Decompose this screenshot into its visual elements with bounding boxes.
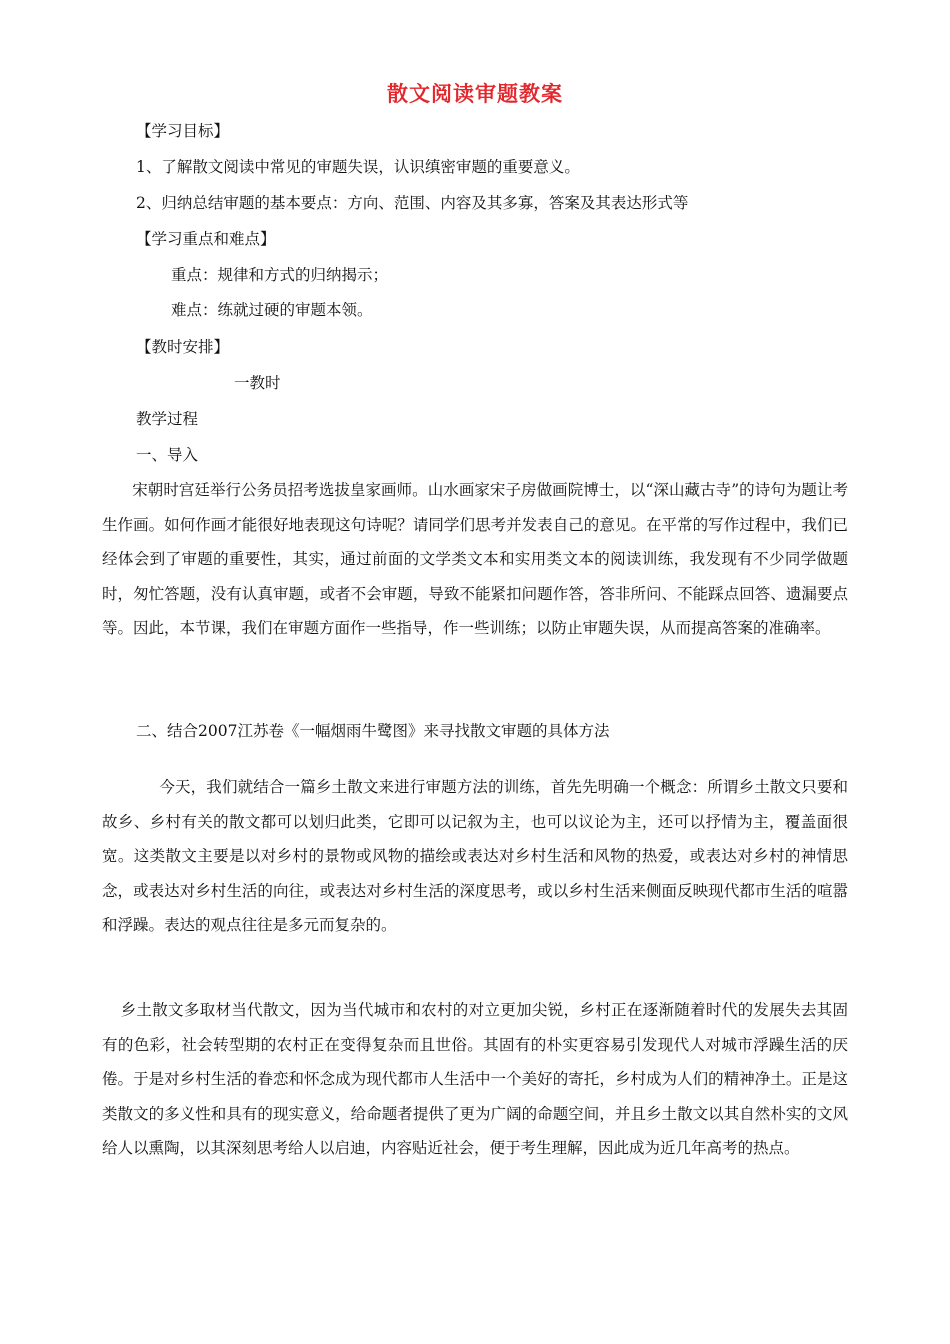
schedule-value: 一教时 bbox=[234, 374, 281, 392]
part2-paragraph-1 bbox=[102, 770, 848, 943]
goal-item-2: 2、归纳总结审题的基本要点：方向、范围、内容及其多寡，答案及其表达形式等 bbox=[136, 194, 689, 212]
goals-heading: 【学习目标】 bbox=[136, 122, 230, 140]
part2-heading: 二、结合2007江苏卷《一幅烟雨牛鹭图》来寻找散文审题的具体方法 bbox=[136, 722, 610, 740]
part1-heading: 一、导入 bbox=[136, 446, 199, 464]
part2-text-1: 今天，我们就结合一篇乡土散文来进行审题方法的训练，首先先明确一个概念：所谓乡土散文只要和故乡、乡村有关的散文都可以划归此类，它即可以记叙为主，也可以议论为主，还可以抒情为主，覆盖面很宽。这类散文主要是以对乡村的景物或风物的描绘或表达对乡村生活和风物的热爱，或表达对乡村的神情思念，或表达对乡村生活的向往，或表达对乡村生活的深度思考，或以乡村生活来侧面反映现代都市生活的喧嚣和浮躁。表达的观点往往是多元而复杂的。 bbox=[102, 778, 848, 935]
part2-paragraph-2 bbox=[102, 993, 848, 1166]
focus-key-point: 重点：规律和方式的归纳揭示； bbox=[171, 266, 389, 284]
part2-text-2: 乡土散文多取材当代散文，因为当代城市和农村的对立更加尖锐，乡村正在逐渐随着时代的发展失去其固有的色彩，社会转型期的农村正在变得复杂而且世俗。其固有的朴实更容易引发现代人对城市浮躁生活的厌倦。于是对乡村生活的眷恋和怀念成为现代都市人生活中一个美好的寄托，乡村成为人们的精神净土。正是这类散文的多义性和具有的现实意义，给命题者提供了更为广阔的命题空间，并且乡土散文以其自然朴实的文风给人以熏陶，以其深刻思考给人以启迪，内容贴近社会，便于考生理解，因此成为近几年高考的热点。 bbox=[102, 1001, 848, 1158]
part1-text: 宋朝时宫廷举行公务员招考选拔皇家画师。山水画家宋子房做画院博士，以“深山藏古寺”的诗句为题让考生作画。如何作画才能很好地表现这句诗呢？请同学们思考并发表自己的意见。在平常的写作过程中，我们已经体会到了审题的重要性，其实，通过前面的文学类文本和实用类文本的阅读训练，我发现有不少同学做题时，匆忙答题，没有认真审题，或者不会审题，导致不能紧扣问题作答，答非所问、不能踩点回答、遗漏要点等。因此，本节课，我们在审题方面作一些指导，作一些训练；以防止审题失误，从而提高答案的准确率。 bbox=[102, 481, 848, 638]
focus-difficult-point: 难点：练就过硬的审题本领。 bbox=[171, 301, 373, 319]
goal-item-1: 1、了解散文阅读中常见的审题失误，认识缜密审题的重要意义。 bbox=[136, 158, 580, 176]
part1-paragraph bbox=[102, 473, 848, 646]
process-heading: 教学过程 bbox=[136, 410, 199, 428]
focus-heading: 【学习重点和难点】 bbox=[136, 230, 276, 248]
document-title: 散文阅读审题教案 bbox=[387, 81, 563, 106]
schedule-heading: 【教时安排】 bbox=[136, 338, 230, 356]
